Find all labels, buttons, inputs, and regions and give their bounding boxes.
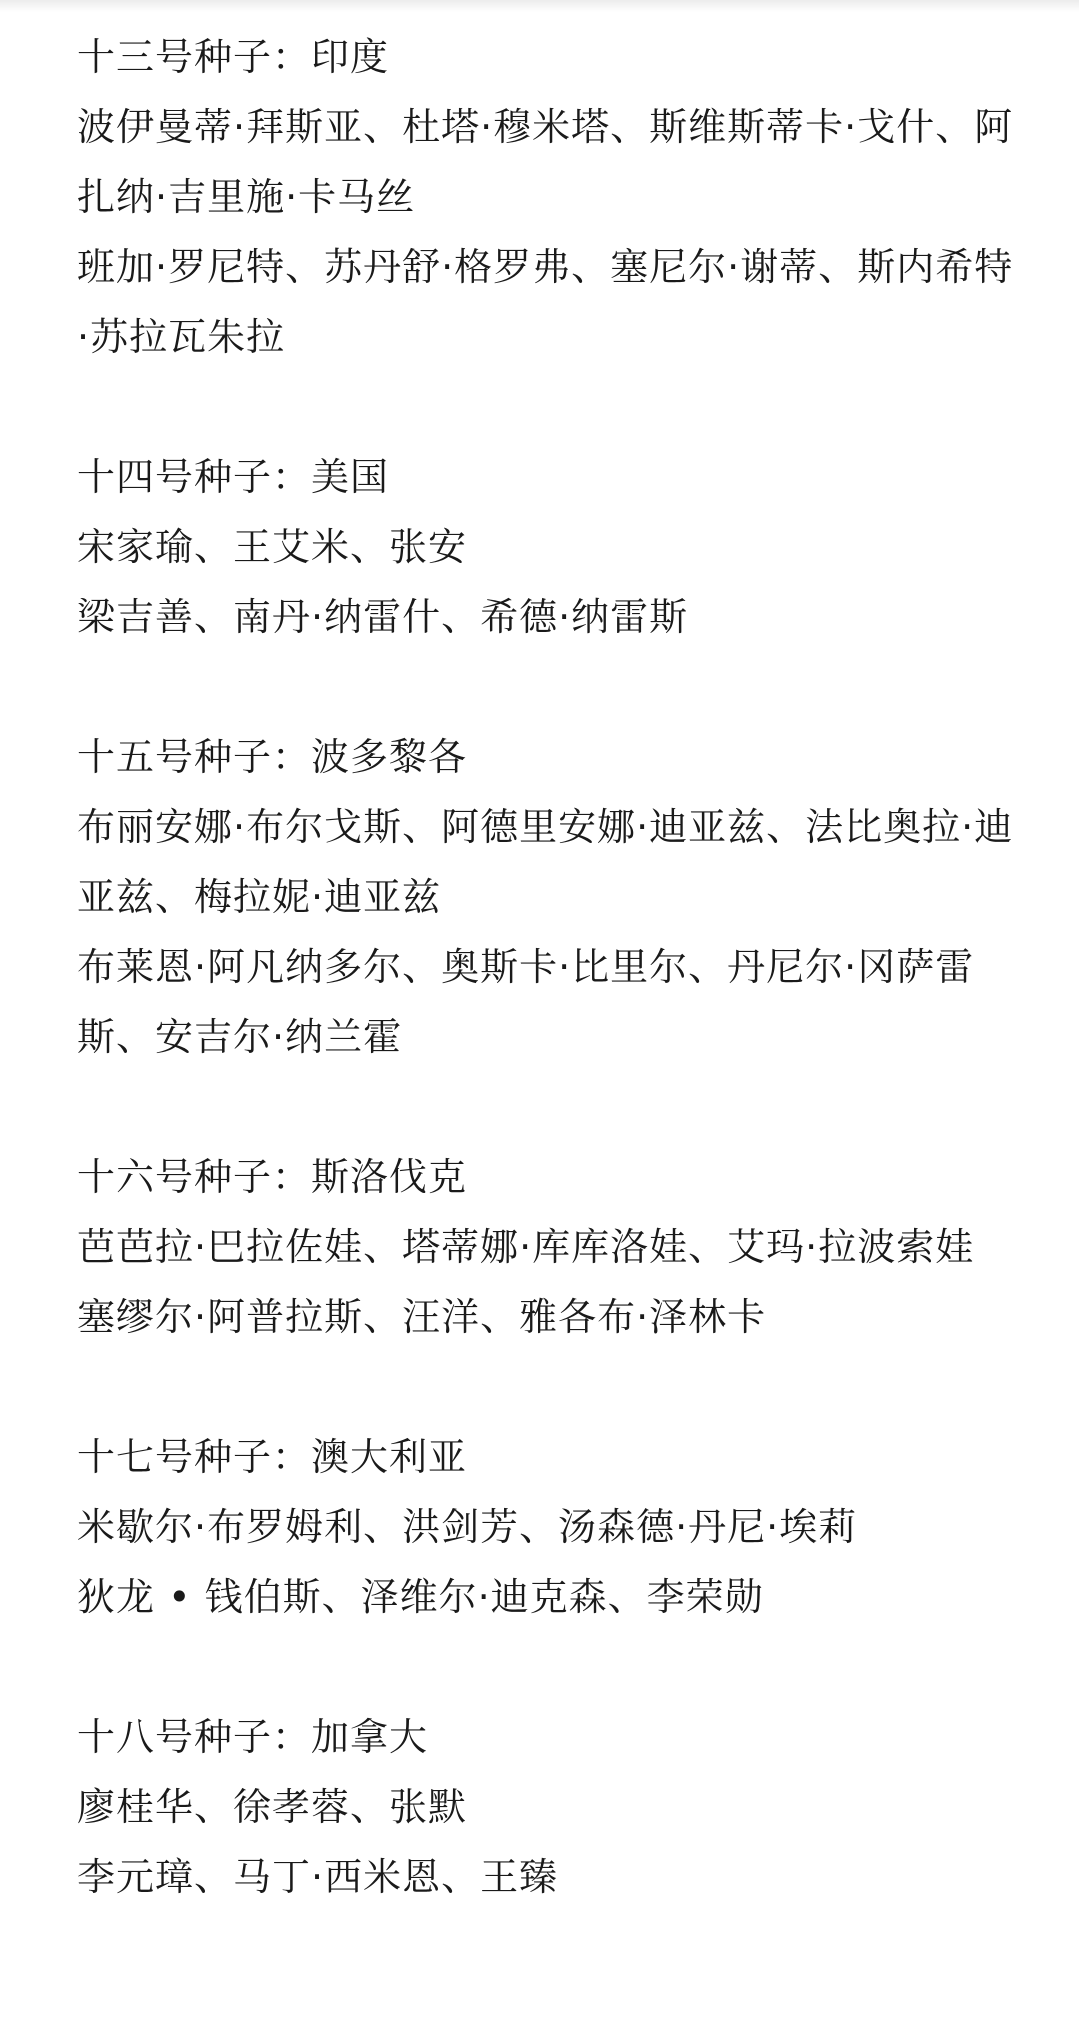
women-roster: 芭芭拉·巴拉佐娃、塔蒂娜·库库洛娃、艾玛·拉波索娃: [77, 1225, 975, 1269]
seed-heading: 十八号种子：加拿大: [77, 1715, 429, 1759]
seed-block-16: [77, 1142, 1017, 1352]
seed-heading: 十六号种子：斯洛伐克: [77, 1155, 468, 1199]
men-roster: 狄龙 • 钱伯斯、泽维尔·迪克森、李荣勋: [77, 1575, 764, 1619]
women-roster: 波伊曼蒂·拜斯亚、杜塔·穆米塔、斯维斯蒂卡·戈什、阿扎纳·吉里施·卡马丝: [77, 105, 1014, 219]
men-roster: 梁吉善、南丹·纳雷什、希德·纳雷斯: [77, 595, 689, 639]
men-roster: 塞缪尔·阿普拉斯、汪洋、雅各布·泽林卡: [77, 1295, 767, 1339]
women-roster: 宋家瑜、王艾米、张安: [77, 525, 468, 569]
top-divider: [0, 0, 1079, 12]
seed-heading: 十三号种子：印度: [77, 35, 390, 79]
women-roster: 布丽安娜·布尔戈斯、阿德里安娜·迪亚兹、法比奥拉·迪亚兹、梅拉妮·迪亚兹: [77, 805, 1014, 919]
seed-block-14: [77, 442, 1017, 652]
seed-block-17: [77, 1422, 1017, 1632]
men-roster: 布莱恩·阿凡纳多尔、奥斯卡·比里尔、丹尼尔·冈萨雷斯、安吉尔·纳兰霍: [77, 945, 975, 1059]
seed-heading: 十五号种子：波多黎各: [77, 735, 468, 779]
seed-block-13: [77, 22, 1017, 372]
women-roster: 廖桂华、徐孝蓉、张默: [77, 1785, 468, 1829]
seed-list: [77, 22, 1017, 1982]
men-roster: 李元璋、马丁·西米恩、王臻: [77, 1855, 559, 1899]
seed-block-15: [77, 722, 1017, 1072]
seed-heading: 十七号种子：澳大利亚: [77, 1435, 468, 1479]
seed-heading: 十四号种子：美国: [77, 455, 390, 499]
women-roster: 米歇尔·布罗姆利、洪剑芳、汤森德·丹尼·埃莉: [77, 1505, 858, 1549]
men-roster: 班加·罗尼特、苏丹舒·格罗弗、塞尼尔·谢蒂、斯内希特·苏拉瓦朱拉: [77, 245, 1014, 359]
seed-block-18: [77, 1702, 1017, 1912]
